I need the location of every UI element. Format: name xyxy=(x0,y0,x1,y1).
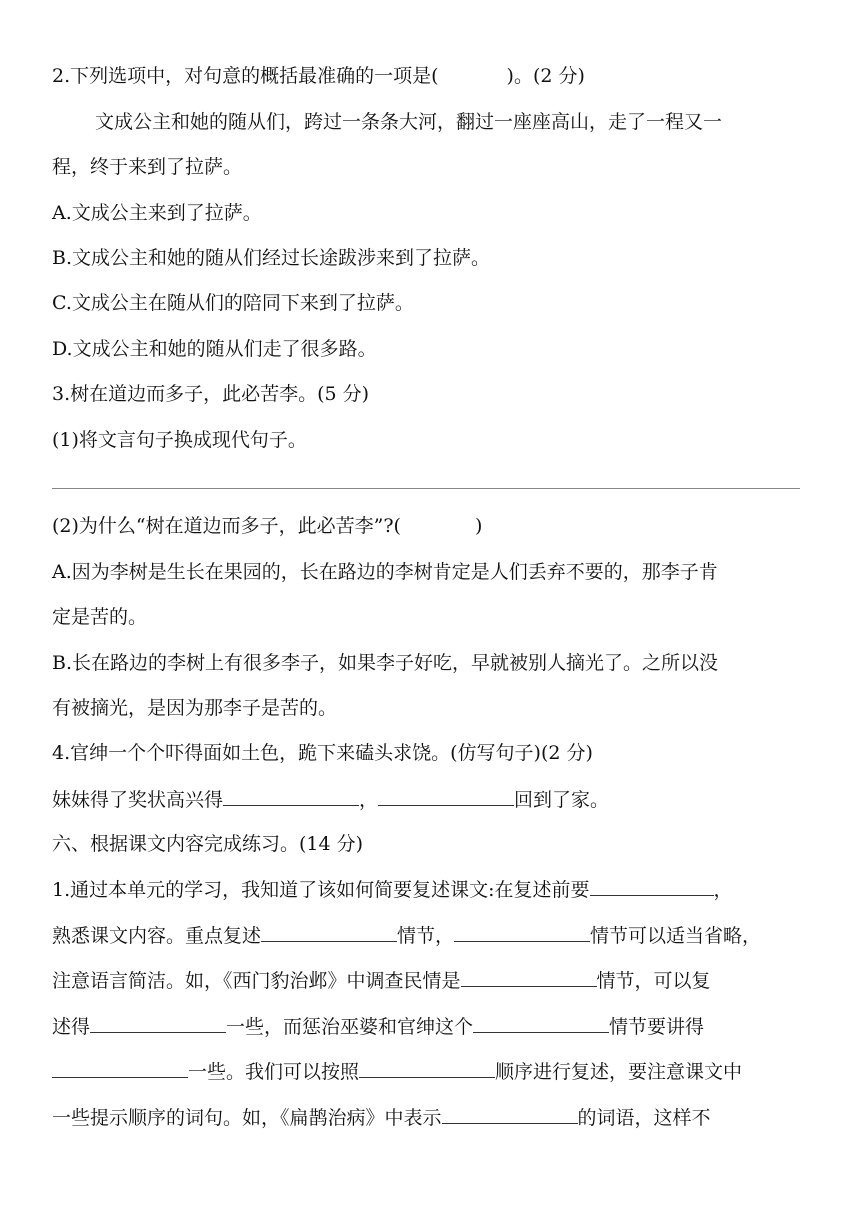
answer-line[interactable] xyxy=(52,488,800,489)
fill-blank[interactable] xyxy=(454,923,590,942)
q2-passage-line-2: 程，终于来到了拉萨。 xyxy=(52,156,243,178)
q3-stem: 3.树在道边而多子，此必苦李。(5 分) xyxy=(52,383,370,405)
q2-option-a: A.文成公主来到了拉萨。 xyxy=(52,202,262,224)
fill-blank[interactable] xyxy=(90,1014,226,1033)
s6-line-3: 注意语言简洁。如，《西门豹治邺》中调查民情是 情节，可以复 xyxy=(52,970,711,992)
fill-blank[interactable] xyxy=(52,1059,188,1078)
s6-line-6: 一些提示顺序的词句。如，《扁鹊治病》中表示 的词语，这样不 xyxy=(52,1107,711,1129)
q3-option-b-line-2: 有被摘光，是因为那李子是苦的。 xyxy=(52,697,338,719)
q2-passage-line-1: 文成公主和她的随从们，跨过一条条大河，翻过一座座高山，走了一程又一 xyxy=(95,111,723,133)
q2-option-d: D.文成公主和她的随从们走了很多路。 xyxy=(52,338,377,360)
s6-line-1: 1.通过本单元的学习，我知道了该如何简要复述课文:在复述前要 ， xyxy=(52,879,733,901)
q4-line: 妹妹得了奖状高兴得 ， 回到了家。 xyxy=(52,789,610,811)
fill-blank[interactable] xyxy=(359,1059,495,1078)
fill-blank[interactable] xyxy=(473,1014,609,1033)
fill-blank[interactable] xyxy=(378,787,514,806)
q2-stem: 2.下列选项中，对句意的概括最准确的一项是( )。(2 分) xyxy=(52,65,585,87)
fill-blank[interactable] xyxy=(590,877,714,896)
fill-blank[interactable] xyxy=(261,923,397,942)
fill-blank[interactable] xyxy=(461,968,597,987)
q4-stem: 4.官绅一个个吓得面如土色，跪下来磕头求饶。(仿写句子)(2 分) xyxy=(52,742,593,764)
q3-option-b-line-1: B.长在路边的李树上有很多李子，如果李子好吃，早就被别人摘光了。之所以没 xyxy=(52,652,719,674)
q2-option-c: C.文成公主在随从们的陪同下来到了拉萨。 xyxy=(52,292,414,314)
section-6-title: 六、根据课文内容完成练习。(14 分) xyxy=(52,833,364,855)
s6-line-4: 述得 一些，而惩治巫婆和官绅这个 情节要讲得 xyxy=(52,1016,705,1038)
s6-line-5: 一些。我们可以按照 顺序进行复述，要注意课文中 xyxy=(52,1059,742,1084)
q3-sub2: (2)为什么“树在道边而多子，此必苦李”?( ) xyxy=(52,515,483,537)
fill-blank[interactable] xyxy=(223,787,359,806)
q3-sub1: (1)将文言句子换成现代句子。 xyxy=(52,429,307,451)
q3-option-a-line-2: 定是苦的。 xyxy=(52,606,148,628)
q3-option-a-line-1: A.因为李树是生长在果园的，长在路边的李树肯定是人们丢弃不要的，那李子肯 xyxy=(52,561,718,583)
fill-blank[interactable] xyxy=(442,1105,578,1124)
q2-option-b: B.文成公主和她的随从们经过长途跋涉来到了拉萨。 xyxy=(52,247,491,269)
s6-line-2: 熟悉课文内容。重点复述 情节， 情节可以适当省略， xyxy=(52,925,762,947)
